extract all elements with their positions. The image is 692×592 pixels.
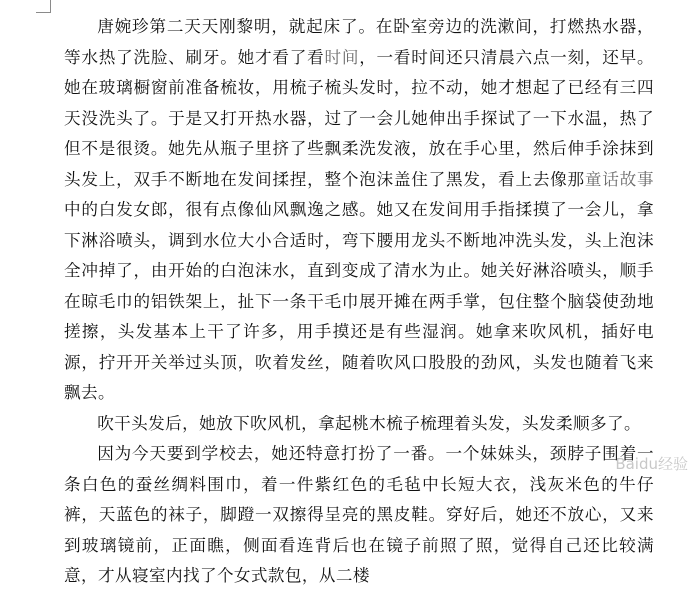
page-corner-mark	[36, 0, 51, 13]
text-run: 吹干头发后，她放下吹风机，拿起桃木梳子梳理着头发，头发柔顺多了。	[97, 413, 641, 433]
text-run-highlight: 童话故事	[584, 169, 654, 189]
document-body[interactable]	[64, 12, 654, 592]
paragraph-2	[64, 409, 654, 440]
text-run: 唐婉珍第二天天刚黎明，就起床了。在卧室旁边的洗漱间，打燃热水器，等水热了洗脸、刷牙。她才看了看	[64, 17, 654, 67]
text-run-highlight: 时间	[324, 47, 360, 67]
text-run: 因为今天要到学校去，她还特意打扮了一番。一个妹妹头，颈脖子围着一条白色的蚕丝绸料围巾，着一件紫红色的毛毡中长短大衣，浅灰米色的牛仔裤，天蓝色的袜子，脚蹬一双擦得呈亮的黑皮鞋。穿好后，她还不放心，又来到玻璃镜前，正面瞧，侧面看连背后也在镜子前照了照，觉得自己还比较满意，才从寝室内找了个女式款包，从二楼	[64, 444, 654, 585]
paragraph-3	[64, 439, 654, 592]
text-run: 中的白发女郎，很有点像仙风飘逸之感。她又在发间用手指揉摸了一会儿，拿下淋浴喷头，调到水位大小合适时，弯下腰用龙头不断地冲洗头发，头上泡沫全冲掉了，由开始的白泡沫水，直到变成了清水为止。她关好淋浴喷头，顺手在晾毛巾的铝铁架上，扯下一条干毛巾展开摊在两手掌，包住整个脑袋使劲地搓擦，头发基本上干了许多，用手摸还是有些湿润。她拿来吹风机，插好电源，拧开开关举过头顶，吹着发丝，随着吹风口股股的劲风，头发也随着飞来飘去。	[64, 200, 654, 402]
paragraph-1	[64, 12, 654, 409]
text-run: ，一看时间还只清晨六点一刻，还早。她在玻璃橱窗前准备梳妆，用梳子梳头发时，拉不动，她才想起了已经有三四天没洗头了。于是又打开热水器，过了一会儿她伸出手探试了一下水温，热了但不是很烫。她先从瓶子里挤了些飘柔洗发液，放在手心里，然后伸手涂抹到头发上，双手不断地在发间揉捏，整个泡沫盖住了黑发，看上去像那	[64, 47, 654, 189]
watermark: Baidu经验	[615, 455, 688, 473]
